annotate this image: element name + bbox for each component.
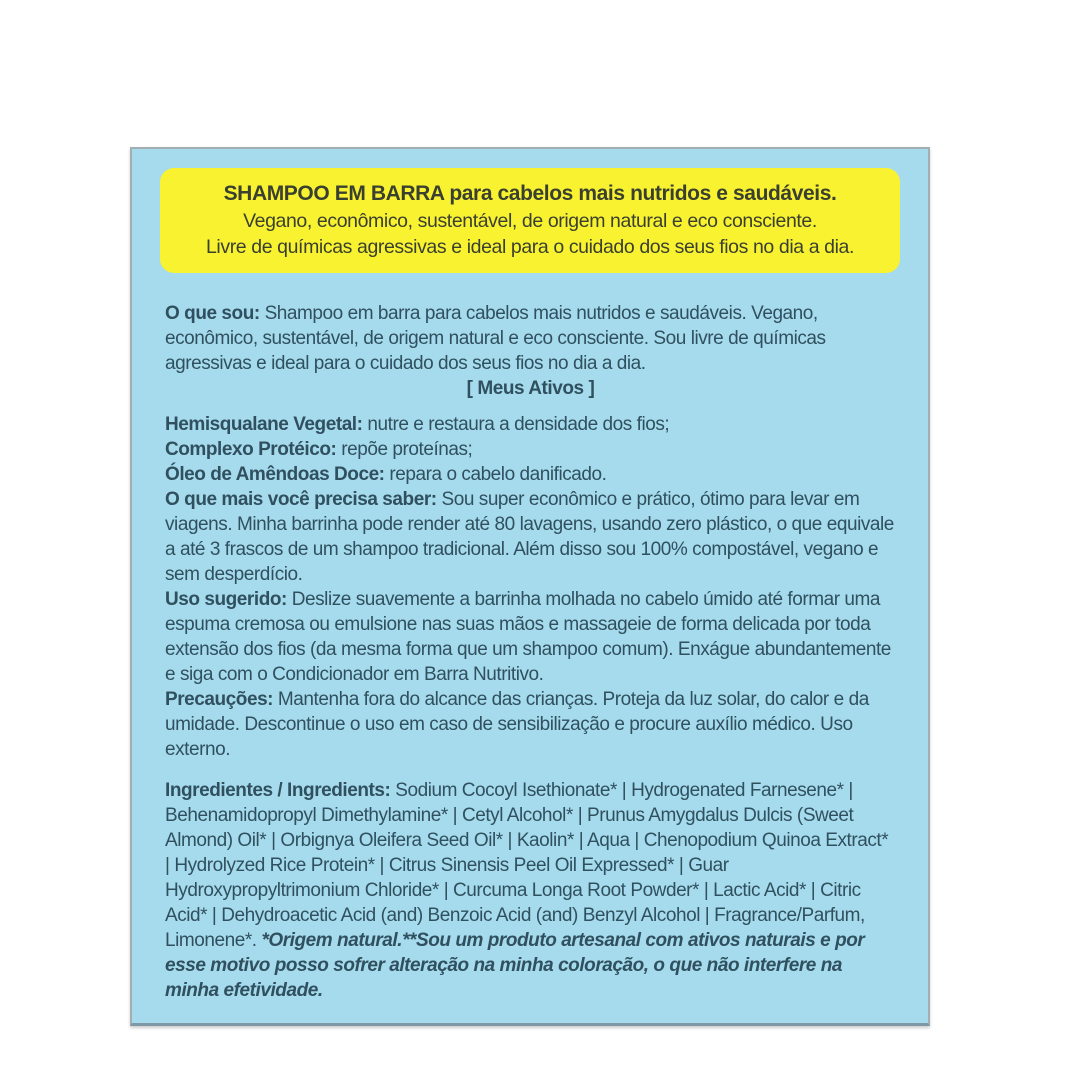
active-item-almond-oil — [165, 462, 896, 487]
section-more-info — [165, 487, 896, 587]
section-ingredients-text: Sodium Cocoyl Isethionate* | Hydrogenated Farnesene* | Behenamidopropyl Dimethylamine* | Cetyl Alcohol* | Prunus Amygdalus Dulcis (Sweet Almond) Oil* | Orbignya Oleifera Seed Oil* | Kaolin* | Aqua | Chenopodium Quinoa Extract* | Hydrolyzed Rice Protein* | Citrus Sinensis Peel Oil Expressed* | Guar Hydroxypropyltrimonium Chloride* | Curcuma Longa Root Powder* | Lactic Acid* | Citric Acid* | Dehydroacetic Acid (and) Benzoic Acid (and) Benzyl Alcohol | Fragrance/Parfum, Limonene*. — [165, 780, 889, 951]
active-item-protein-complex-text: repõe proteínas; — [341, 439, 473, 460]
active-item-hemisqualane — [165, 412, 896, 437]
active-item-hemisqualane-text: nutre e restaura a densidade dos fios; — [367, 414, 670, 435]
section-more-info-text: Sou super econômico e prático, ótimo para levar em viagens. Minha barrinha pode render até 80 lavagens, usando zero plástico, o que equivale a até 3 frascos de um shampoo tradicional. Além disso sou 100% compostável, vegano e sem desperdício. — [165, 489, 894, 585]
actives-title: [ Meus Ativos ] — [466, 378, 595, 399]
header-subtitle-1: Vegano, econômico, sustentável, de origem natural e eco consciente. — [243, 210, 817, 232]
section-what-i-am-text: Shampoo em barra para cabelos mais nutridos e saudáveis. Vegano, econômico, sustentável, de origem natural e eco consciente. Sou livre de químicas agressivas e ideal para o cuidado dos seus fios no dia a dia. — [165, 303, 826, 374]
active-item-hemisqualane-label: Hemisqualane Vegetal: — [165, 414, 363, 435]
actives-list — [165, 412, 896, 487]
active-item-protein-complex — [165, 437, 896, 462]
package-back-label — [130, 147, 930, 1026]
section-what-i-am-label: O que sou: — [165, 303, 260, 324]
header-claim-box — [160, 168, 900, 273]
section-ingredients-label: Ingredientes / Ingredients: — [165, 780, 391, 801]
active-item-protein-complex-label: Complexo Protéico: — [165, 439, 337, 460]
active-item-almond-oil-text: repara o cabelo danificado. — [389, 464, 607, 485]
section-precautions-text: Mantenha fora do alcance das crianças. Proteja da luz solar, do calor e da umidade. Descontinue o uso em caso de sensibilização e procure auxílio médico. Uso externo. — [165, 689, 869, 760]
section-ingredients-note: *Origem natural.**Sou um produto artesanal com ativos naturais e por esse motivo posso sofrer alteração na minha coloração, o que não interfere na minha efetividade. — [165, 930, 865, 1001]
header-subtitle-2: Livre de químicas agressivas e ideal para o cuidado dos seus fios no dia a dia. — [205, 236, 855, 258]
section-what-i-am — [165, 301, 896, 376]
section-precautions-label: Precauções: — [165, 689, 274, 710]
section-more-info-label: O que mais você precisa saber: — [165, 489, 437, 510]
header-title: SHAMPOO EM BARRA para cabelos mais nutridos e saudáveis. — [223, 182, 837, 205]
section-usage-text: Deslize suavemente a barrinha molhada no cabelo úmido até formar uma espuma cremosa ou emulsione nas suas mãos e massageie de forma delicada por toda extensão dos fios (da mesma forma que um shampoo comum). Enxágue abundantemente e siga com o Condicionador em Barra Nutritivo. — [165, 589, 891, 685]
section-usage — [165, 587, 896, 687]
section-ingredients — [165, 778, 896, 1003]
section-precautions — [165, 687, 896, 762]
section-usage-label: Uso sugerido: — [165, 589, 287, 610]
label-content — [165, 301, 896, 1003]
active-item-almond-oil-label: Óleo de Amêndoas Doce: — [165, 464, 385, 485]
